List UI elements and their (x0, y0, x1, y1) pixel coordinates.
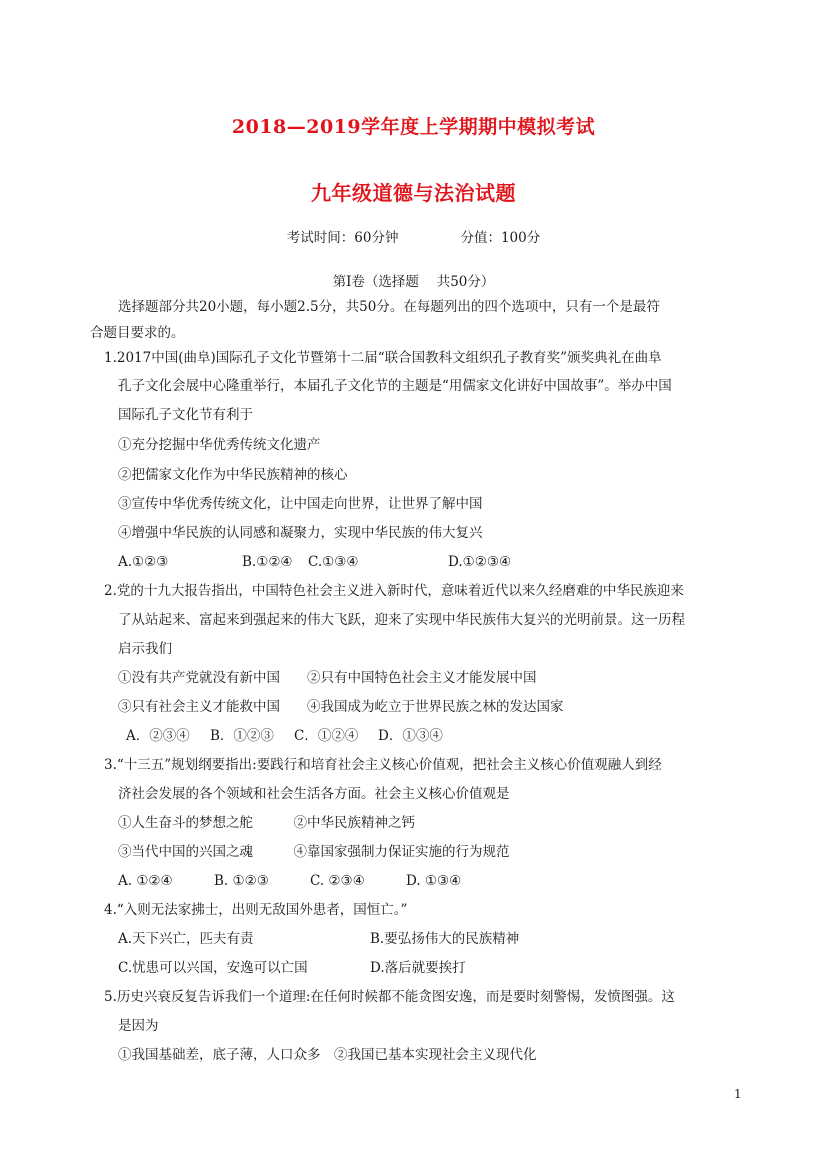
question-text: 2.党的十九大报告指出，中国特色社会主义进入新时代，意味着近代以来久经磨难的中华民族迎来 (104, 583, 684, 599)
option: A.①②③ (118, 554, 169, 570)
section-heading: 第Ⅰ卷（选择题 共50分） (332, 274, 495, 290)
statement: ③宣传中华优秀传统文化，让中国走向世界，让世界了解中国 (118, 496, 483, 512)
option: D．①③④ (378, 728, 443, 744)
option: C．①②④ (294, 728, 359, 744)
statement: ①没有共产党就没有新中国 ②只有中国特色社会主义才能发展中国 (118, 670, 537, 686)
option: B.要弘扬伟大的民族精神 (370, 931, 520, 947)
option: B.①②④ (242, 554, 293, 570)
answer-options (126, 727, 443, 745)
option: A．②③④ (126, 728, 190, 744)
option: A. ①②④ (118, 873, 173, 889)
answer-options (118, 872, 461, 890)
question-text: 了从站起来、富起来到强起来的伟大飞跃，迎来了实现中华民族伟大复兴的光明前景。这一历程 (118, 612, 685, 628)
instructions-line: 选择题部分共20小题，每小题2.5分，共50分。在每题列出的四个选项中，只有一个是最符 (118, 299, 660, 315)
option: D. ①③④ (406, 873, 462, 889)
question-text: 国际孔子文化节有利于 (118, 407, 253, 423)
statement: ②把儒家文化作为中华民族精神的核心 (118, 467, 348, 483)
question-text: 1.2017中国(曲阜)国际孔子文化节暨第十二届“联合国教科文组织孔子教育奖”颁奖典礼在曲阜 (104, 350, 662, 366)
statement: ①我国基础差，底子薄，人口众多 ②我国已基本实现社会主义现代化 (118, 1047, 537, 1063)
question-text: 是因为 (118, 1018, 159, 1034)
question-text: 5.历史兴衰反复告诉我们一个道理:在任何时候都不能贪图安逸，而是要时刻警惕，发愤图强。这 (104, 989, 675, 1005)
question-text: 孔子文化会展中心隆重举行，本届孔子文化节的主题是“用儒家文化讲好中国故事”。举办中国 (118, 378, 672, 394)
question-text: 济社会发展的各个领域和社会生活各方面。社会主义核心价值观是 (118, 786, 510, 802)
exam-meta (0, 226, 827, 246)
option: C.①③④ (308, 554, 359, 570)
statement: ③当代中国的兴国之魂 ④靠国家强制力保证实施的行为规范 (118, 844, 510, 860)
option: D.①②③④ (448, 554, 512, 570)
answer-options (118, 959, 466, 977)
statement: ③只有社会主义才能救中国 ④我国成为屹立于世界民族之林的发达国家 (118, 699, 564, 715)
question-text: 启示我们 (118, 641, 172, 657)
option: A.天下兴亡，匹夫有责 (118, 931, 254, 947)
option: D.落后就要挨打 (370, 960, 466, 976)
statement: ④增强中华民族的认同感和凝聚力，实现中华民族的伟大复兴 (118, 525, 483, 541)
option: B. ①②③ (214, 873, 269, 889)
option: C.忧患可以兴国，安逸可以亡国 (118, 960, 308, 976)
statement: ①充分挖掘中华优秀传统文化遗产 (118, 437, 321, 453)
question-text: 4.“入则无法家拂士，出则无敌国外患者，国恒亡。” (104, 902, 408, 918)
page-number: 1 (734, 1087, 742, 1101)
statement: ①人生奋斗的梦想之舵 ②中华民族精神之钙 (118, 815, 415, 831)
question-text: 3.“十三五”规划纲要指出:要践行和培育社会主义核心价值观，把社会主义核心价值观融人到经 (104, 757, 662, 773)
answer-options (118, 553, 511, 571)
exam-subtitle: 九年级道德与法治试题 (311, 181, 516, 205)
exam-title: 2018—2019学年度上学期期中模拟考试 (231, 116, 596, 138)
option: C. ②③④ (310, 873, 365, 889)
answer-options (118, 930, 519, 948)
exam-time: 考试时间：60分钟 (286, 230, 399, 246)
exam-score: 分值：100分 (460, 230, 541, 246)
instructions-line: 合题目要求的。 (90, 325, 185, 341)
option: B．①②③ (210, 728, 274, 744)
